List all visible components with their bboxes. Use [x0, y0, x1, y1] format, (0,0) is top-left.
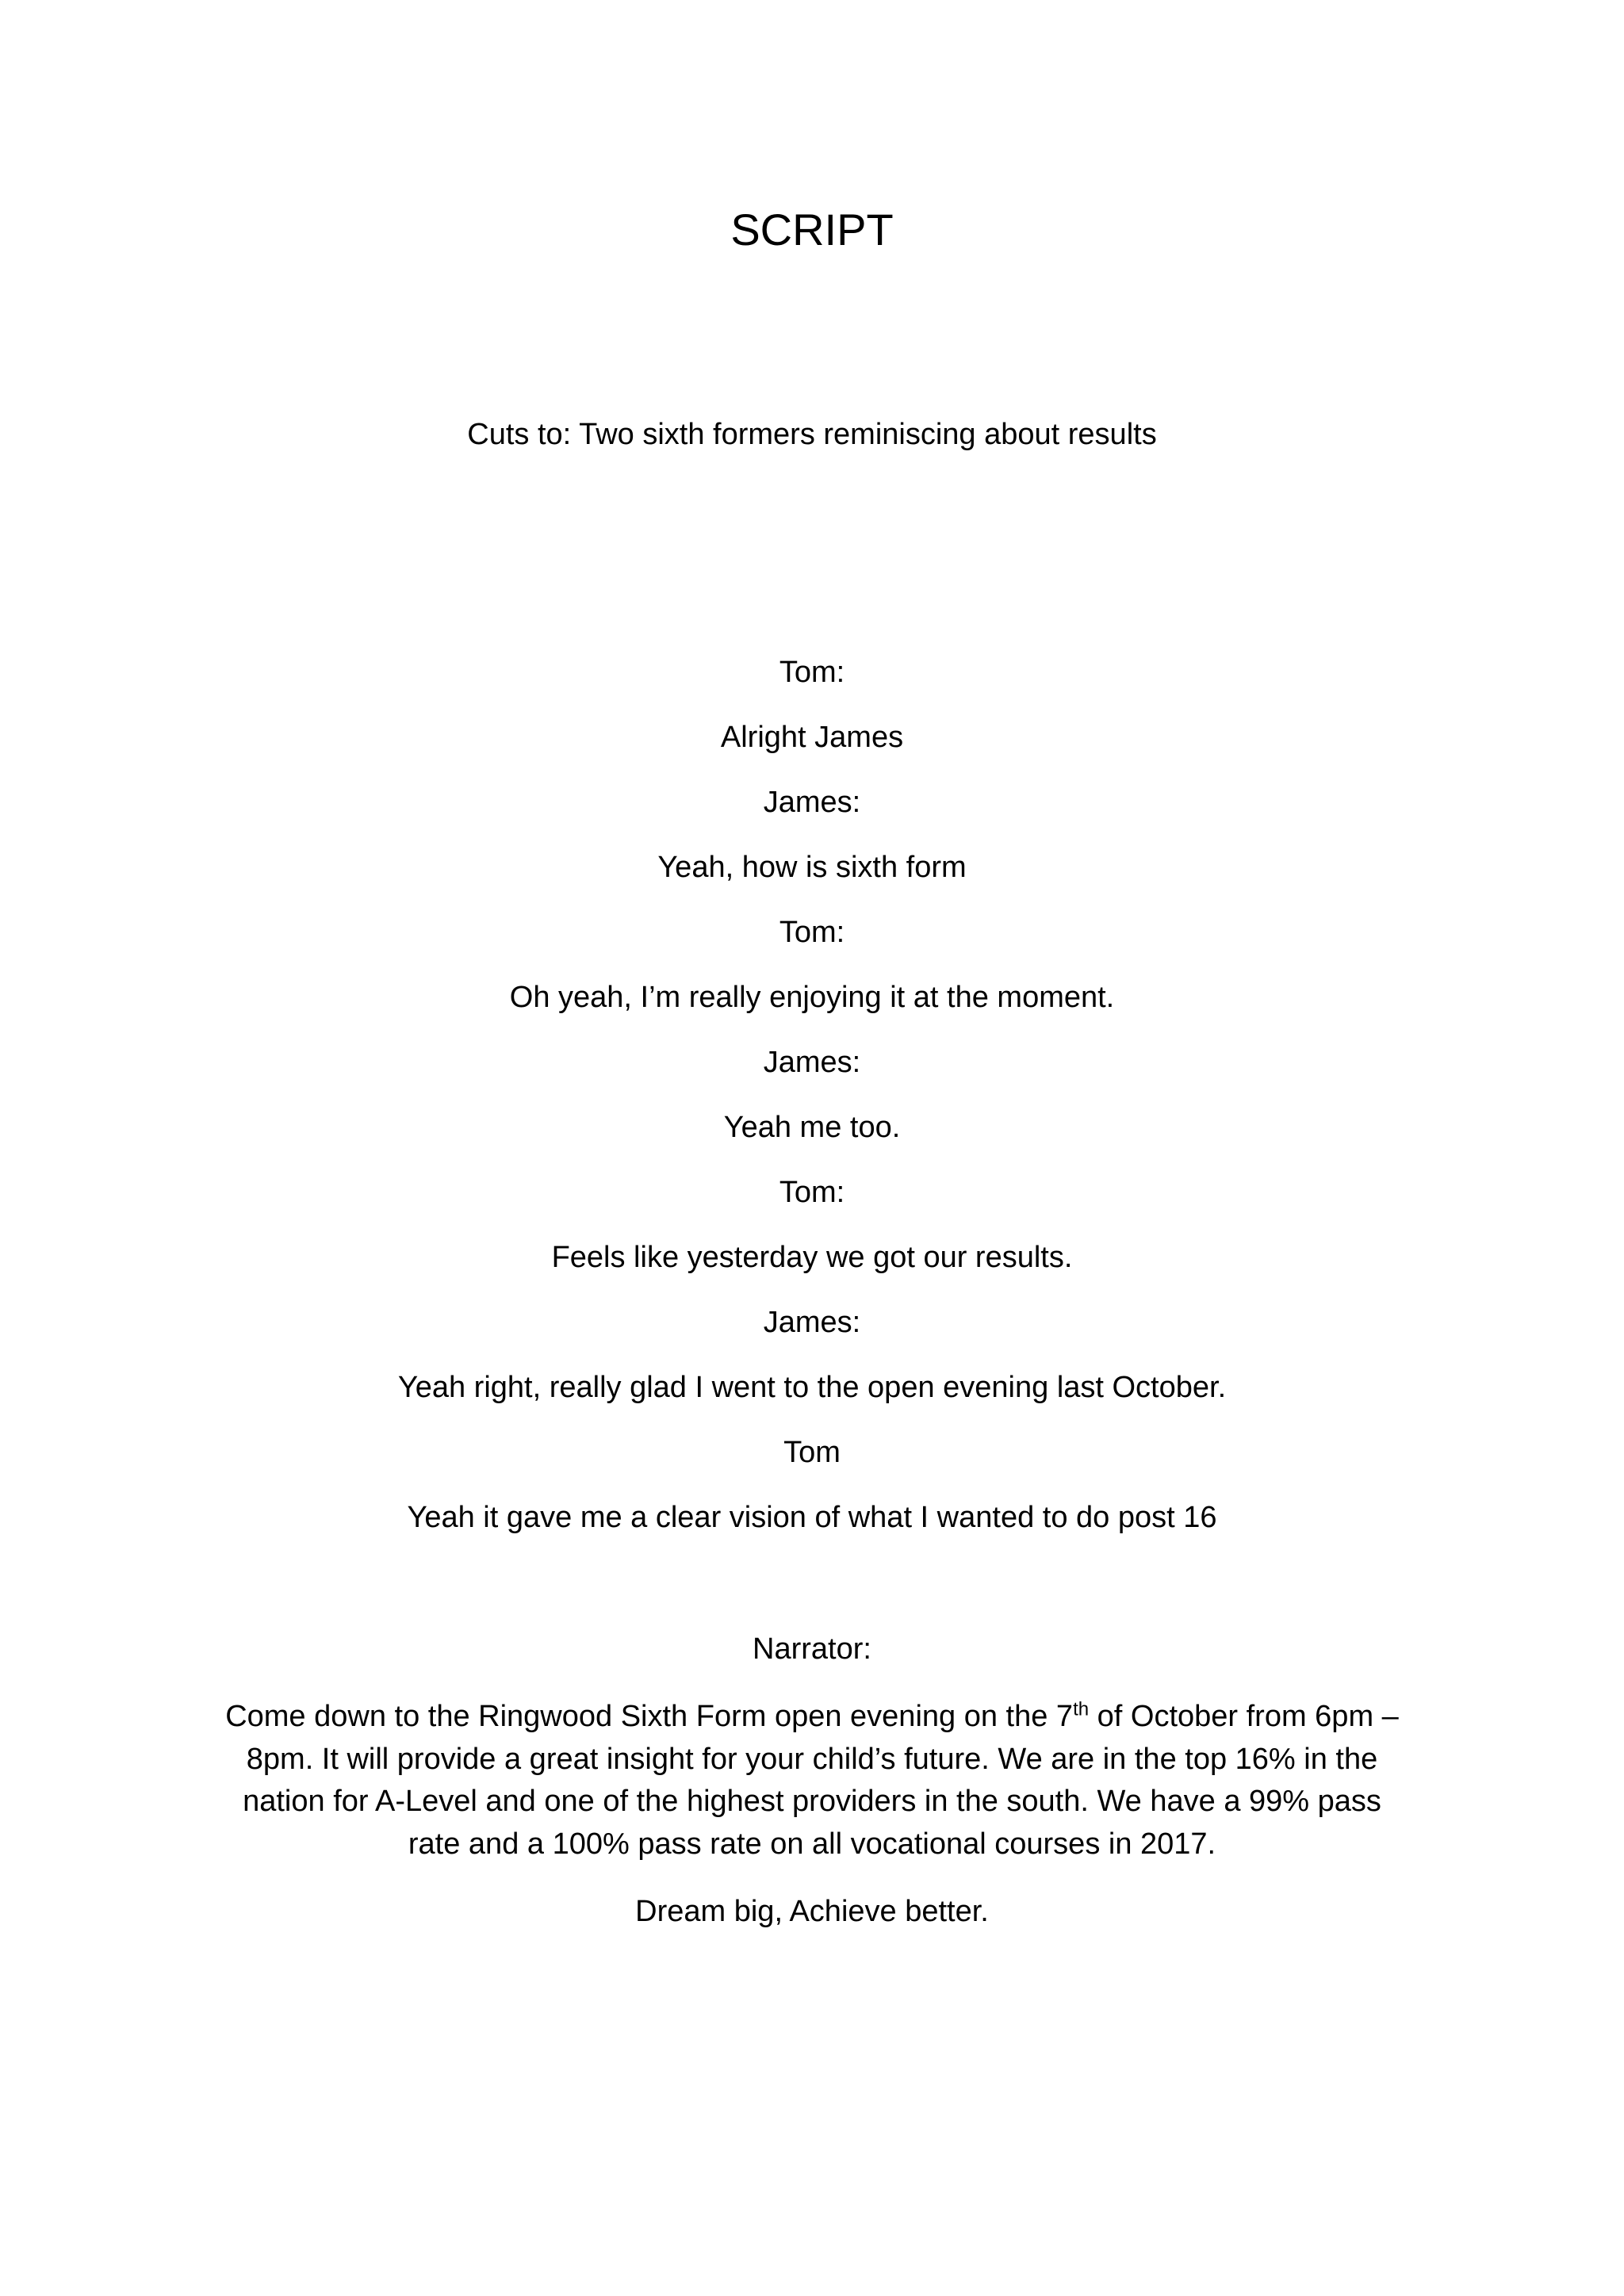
dialogue-line: Alright James	[720, 721, 904, 754]
speaker-label: James:	[763, 1046, 861, 1079]
ordinal-superscript: th	[1073, 1698, 1090, 1720]
dialogue-line: Yeah, how is sixth form	[657, 851, 967, 884]
narration-paragraph	[216, 1696, 1408, 1866]
dialogue-line: Yeah right, really glad I went to the open evening last October.	[397, 1371, 1227, 1404]
speaker-label: Tom:	[779, 656, 845, 689]
speaker-label: Tom:	[779, 916, 845, 949]
dialogue-block	[0, 650, 1624, 1560]
dialogue-line: Yeah me too.	[723, 1111, 901, 1144]
narration-text-end: of October from 6pm – 8pm. It will provide a great insight for your child’s future. We are in the top 16% in the nation for A-Level and one of the highest providers in the south. We have a 99% pass rate and a 100% pass rate on all vocational courses in 2017.	[243, 1700, 1399, 1861]
speaker-label: Tom:	[779, 1176, 845, 1209]
speaker-label: Tom	[783, 1436, 841, 1469]
dialogue-line: Yeah it gave me a clear vision of what I wanted to do post 16	[407, 1501, 1217, 1534]
tagline: Dream big, Achieve better.	[635, 1895, 989, 1928]
narrator-label: Narrator:	[753, 1632, 871, 1666]
page-title: SCRIPT	[730, 205, 894, 254]
scene-heading: Cuts to: Two sixth formers reminiscing about results	[467, 418, 1157, 451]
dialogue-line: Oh yeah, I’m really enjoying it at the moment.	[509, 981, 1115, 1014]
narration-text-start: Come down to the Ringwood Sixth Form open evening on the 7	[225, 1700, 1074, 1733]
speaker-label: James:	[763, 786, 861, 819]
dialogue-line: Feels like yesterday we got our results.	[551, 1241, 1073, 1274]
speaker-label: James:	[763, 1306, 861, 1339]
